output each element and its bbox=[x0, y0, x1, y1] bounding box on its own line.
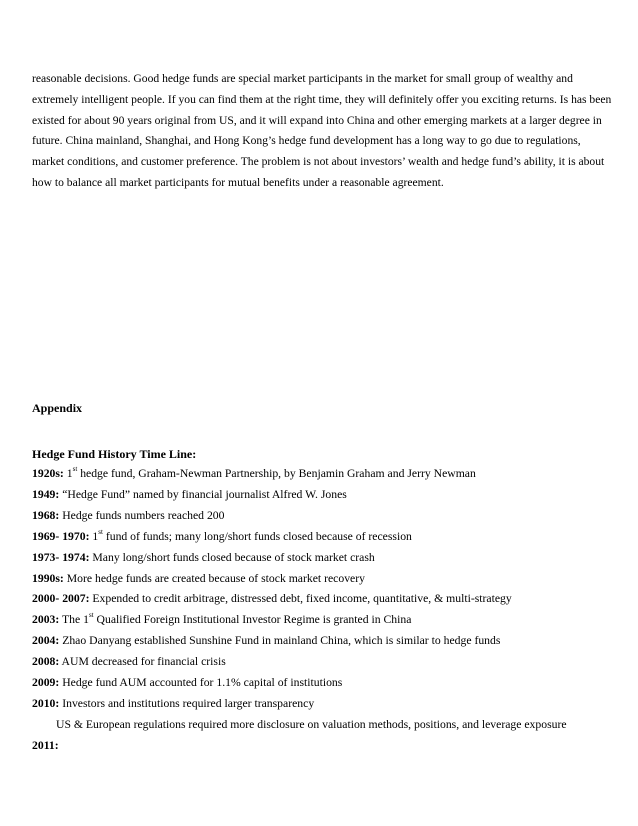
ordinal-suffix: st bbox=[88, 611, 94, 620]
timeline-year: 1990s: bbox=[32, 571, 64, 585]
timeline-year: 2009: bbox=[32, 676, 60, 690]
paragraph-line: existed for about 90 years original from US, and it will expand into China and other emerging markets at a larger degree in bbox=[32, 113, 602, 127]
timeline-row bbox=[32, 464, 612, 485]
paragraph-line: extremely intelligent people. If you can find them at the right time, they will definitely offer you exciting returns. Is has been bbox=[32, 92, 612, 106]
appendix-heading: Appendix bbox=[32, 401, 83, 415]
timeline-year: 1969- 1970: bbox=[32, 529, 90, 543]
ordinal-suffix: st bbox=[98, 527, 103, 536]
timeline-text: fund of funds; many long/short funds closed because of recession bbox=[102, 529, 412, 543]
timeline-pre: 1 bbox=[63, 467, 73, 480]
timeline-text: Qualified Foreign Institutional Investor Regime is granted in China bbox=[93, 613, 412, 627]
timeline-text: Expended to credit arbitrage, distressed debt, fixed income, quantitative, & multi-strategy bbox=[89, 592, 512, 606]
timeline-pre: The 1 bbox=[59, 613, 89, 627]
timeline-row bbox=[32, 589, 612, 610]
timeline-row bbox=[32, 485, 612, 506]
timeline-row bbox=[32, 548, 612, 569]
timeline-text: Many long/short funds closed because of stock market crash bbox=[89, 550, 375, 564]
timeline-row bbox=[32, 631, 612, 652]
timeline-row bbox=[32, 527, 612, 548]
timeline-year: 2003: bbox=[32, 613, 60, 627]
timeline-text: Hedge fund AUM accounted for 1.1% capital of institutions bbox=[59, 676, 343, 690]
paragraph-line: how to balance all market participants for mutual benefits under a reasonable agreement. bbox=[32, 175, 444, 189]
timeline-list bbox=[32, 464, 612, 757]
timeline-row bbox=[32, 736, 612, 757]
ordinal-suffix: st bbox=[72, 465, 78, 474]
timeline-row bbox=[32, 652, 612, 673]
timeline-row bbox=[32, 610, 612, 631]
timeline-text: Investors and institutions required larger transparency bbox=[59, 696, 315, 710]
timeline-year: 2010: bbox=[32, 696, 60, 710]
timeline-title: Hedge Fund History Time Line: bbox=[32, 447, 197, 461]
timeline-year: 1920s: bbox=[32, 467, 64, 480]
timeline-text: AUM decreased for financial crisis bbox=[59, 655, 226, 669]
timeline-year: 2000- 2007: bbox=[32, 592, 90, 606]
timeline-row bbox=[32, 673, 612, 694]
timeline-text: Hedge funds numbers reached 200 bbox=[59, 508, 225, 522]
timeline-text: Zhao Danyang established Sunshine Fund in mainland China, which is similar to hedge funds bbox=[59, 634, 501, 648]
timeline-pre: 1 bbox=[89, 529, 99, 543]
timeline-year: 2004: bbox=[32, 634, 60, 648]
timeline-indent-line: US & European regulations required more disclosure on valuation methods, positions, and leverage exposure bbox=[56, 717, 567, 731]
timeline-year: 2008: bbox=[32, 655, 60, 669]
paragraph-line: future. China mainland, Shanghai, and Hong Kong’s hedge fund development has a long way to go due to regulations, bbox=[32, 134, 581, 148]
timeline-row bbox=[32, 506, 612, 527]
timeline-year: 2011: bbox=[32, 738, 59, 752]
timeline-text: hedge fund, Graham-Newman Partnership, by Benjamin Graham and Jerry Newman bbox=[77, 467, 476, 480]
paragraph-line: reasonable decisions. Good hedge funds are special market participants in the market for small group of wealthy and bbox=[32, 72, 573, 85]
timeline-year: 1973- 1974: bbox=[32, 550, 90, 564]
body-paragraph bbox=[32, 69, 610, 194]
timeline-row bbox=[32, 569, 612, 590]
timeline-year: 1968: bbox=[32, 508, 60, 522]
timeline-row bbox=[32, 694, 612, 715]
timeline-year: 1949: bbox=[32, 487, 60, 501]
timeline-text: “Hedge Fund” named by financial journalist Alfred W. Jones bbox=[59, 487, 347, 501]
timeline-text: More hedge funds are created because of stock market recovery bbox=[63, 571, 365, 585]
paragraph-line: market conditions, and customer preference. The problem is not about investors’ wealth and hedge fund’s ability, it is about bbox=[32, 155, 605, 169]
